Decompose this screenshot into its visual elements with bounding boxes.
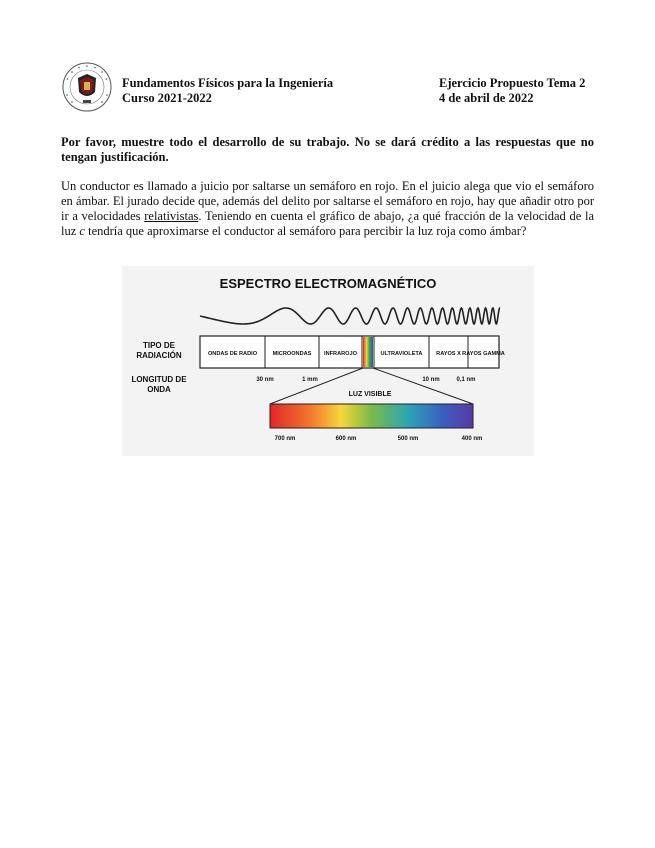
problem-text-1: Un conductor es llamado a juicio por saltarse un semáforo en rojo. En el juicio alega que vio el semáforo en ámbar. El jurado decide que, además del delito por saltarse el semáforo en rojo, hay que añadir otro por ir a velocidades	[61, 179, 594, 223]
problem-statement	[61, 179, 594, 239]
band-label: MICROONDAS	[272, 351, 312, 357]
wavelength-label-2: ONDA	[147, 385, 171, 394]
band-label: ULTRAVIOLETA	[380, 351, 423, 357]
problem-italic-symbol: c	[79, 224, 85, 238]
boundary-label: 30 nm	[256, 377, 274, 383]
wavelength-label-1: LONGITUD DE	[131, 375, 187, 384]
band-label: INFRAROJO	[324, 351, 357, 357]
visible-tick-label: 700 nm	[274, 436, 296, 442]
visible-tick-label: 400 nm	[461, 436, 483, 442]
boundary-label: 0,1 nm	[456, 377, 476, 383]
problem-text-3: tendría que aproximarse el conductor al semáforo para percibir la luz roja como ámbar?	[84, 224, 527, 238]
exercise-header	[439, 76, 585, 106]
problem-underlined-word: relativistas	[144, 209, 199, 223]
visible-tick-label: 600 nm	[335, 436, 357, 442]
exercise-title: Ejercicio Propuesto Tema 2	[439, 76, 586, 90]
band-table	[200, 336, 505, 368]
figure-title: ESPECTRO ELECTROMAGNÉTICO	[219, 276, 437, 291]
course-title: Fundamentos Físicos para la Ingeniería	[122, 76, 334, 90]
band-label: ONDAS DE RADIO	[207, 351, 258, 357]
visible-stripe	[363, 337, 373, 367]
university-seal-icon	[62, 62, 112, 112]
band-label: RAYOS GAMMA	[462, 351, 505, 357]
visible-tick-label: 500 nm	[397, 436, 419, 442]
band-label: RAYOS X	[436, 351, 461, 357]
course-header	[122, 76, 333, 106]
course-year: Curso 2021-2022	[122, 91, 212, 105]
instructions-note: Por favor, muestre todo el desarrollo de su trabajo. No se dará crédito a las respuestas que no tengan justificación.	[61, 135, 594, 164]
problem-text-2: . Teniendo en cuenta el gráfico de abajo, ¿a qué fracción de la velocidad de la luz	[61, 209, 594, 238]
visible-light-label: LUZ VISIBLE	[348, 391, 392, 398]
exercise-date: 4 de abril de 2022	[439, 91, 534, 105]
radiation-label-1: TIPO DE	[142, 341, 176, 350]
em-spectrum-figure	[122, 266, 534, 456]
visible-spectrum-bar	[270, 404, 473, 428]
boundary-label: 1 mm	[302, 377, 318, 383]
radiation-label-2: RADIACIÓN	[136, 351, 182, 360]
boundary-label: 10 nm	[422, 377, 440, 383]
